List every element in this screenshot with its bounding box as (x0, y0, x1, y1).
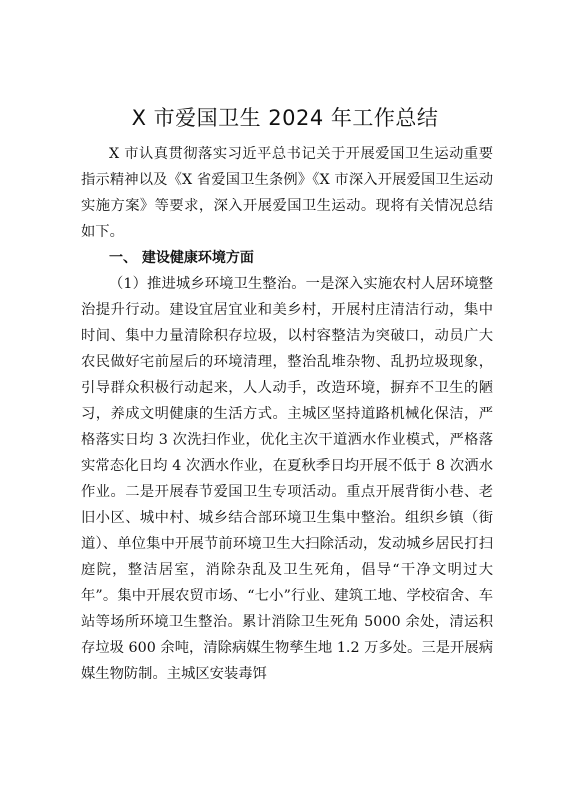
intro-paragraph: X 市认真贯彻落实习近平总书记关于开展爱国卫生运动重要指示精神以及《X 省爱国卫生条例》《X 市深入开展爱国卫生运动实施方案》等要求，深入开展爱国卫生运动。现将有关情况总结如下。 (81, 146, 493, 240)
document-title: X 市爱国卫生 2024 年工作总结 (131, 106, 439, 130)
section-heading: 一、 建设健康环境方面 (109, 250, 254, 266)
body-paragraph: （1）推进城乡环境卫生整治。一是深入实施农村人居环境整治提升行动。建设宜居宜业和美乡村，开展村庄清洁行动，集中时间、集中力量清除积存垃圾，以村容整洁为突破口，动员广大农民做好宅前屋后的环境清理，整治乱堆杂物、乱扔垃圾现象，引导群众积极行动起来，人人动手，改造环境，摒弃不卫生的陋习，养成文明健康的生活方式。主城区坚持道路机械化保洁，严格落实日均 3 次洗扫作业，优化主次干道洒水作业模式，严格落实常态化日均 4 次洒水作业，在夏秋季日均开展不低于 8 次洒水作业。二是开展春节爱国卫生专项活动。重点开展背街小巷、老旧小区、城中村、城乡结合部环境卫生集中整治。组织乡镇（街道）、单位集中开展节前环境卫生大扫除活动，发动城乡居民打扫庭院，整洁居室，消除杂乱及卫生死角，倡导“干净文明过大年”。集中开展农贸市场、“七小”行业、建筑工地、学校宿舍、车站等场所环境卫生整治。累计消除卫生死角 5000 余处，清运积存垃圾 600 余吨，清除病媒生物孳生地 1.2 万多处。三是开展病媒生物防制。主城区安装毒饵 (81, 276, 493, 682)
